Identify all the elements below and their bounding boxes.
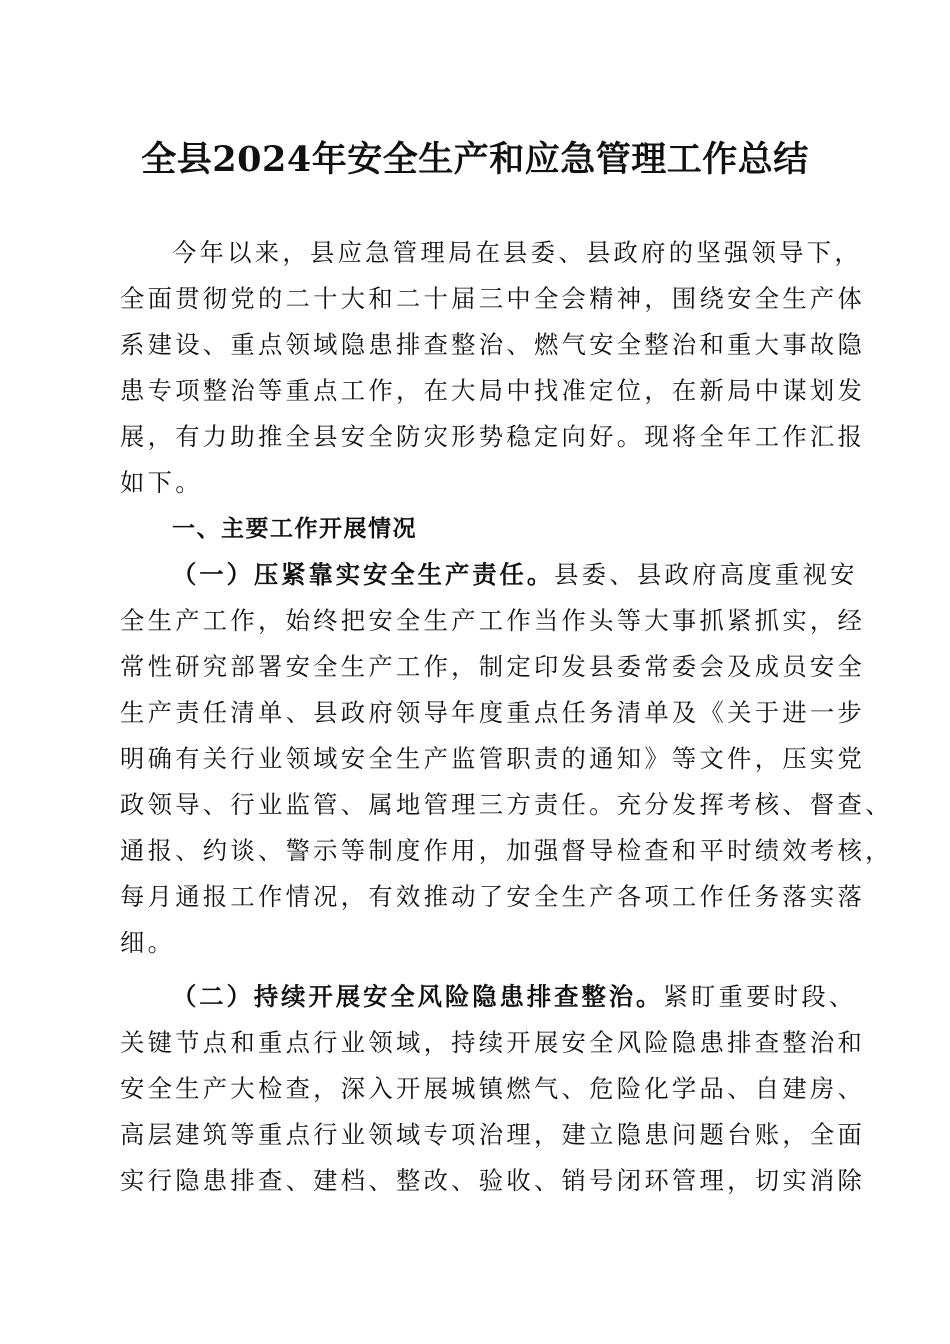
item-1-line: 常性研究部署安全生产工作，制定印发县委常委会及成员安全 (120, 652, 866, 681)
item-1-lead: （一）压紧靠实安全生产责任。 (172, 560, 555, 589)
item-2-paragraph (120, 974, 866, 1204)
item-2-line: 关键节点和重点行业领域，持续开展安全风险隐患排查整治和 (120, 1028, 866, 1057)
intro-paragraph (120, 230, 866, 506)
item-2-line: 安全生产大检查，深入开展城镇燃气、危险化学品、自建房、 (120, 1074, 866, 1103)
intro-line: 今年以来，县应急管理局在县委、县政府的坚强领导下， (172, 238, 862, 267)
item-2-line: 高层建筑等重点行业领域专项治理，建立隐患问题台账，全面 (120, 1120, 866, 1149)
item-1-line: 每月通报工作情况，有效推动了安全生产各项工作任务落实落 (120, 882, 866, 911)
intro-line: 展，有力助推全县安全防灾形势稳定向好。现将全年工作汇报 (120, 422, 866, 451)
item-1-first-rest: 县委、县政府高度重视安 (554, 560, 858, 589)
item-2-lead: （二）持续开展安全风险隐患排查整治。 (172, 982, 664, 1011)
intro-line: 系建设、重点领域隐患排查整治、燃气安全整治和重大事故隐 (120, 330, 866, 359)
item-1-line: 生产责任清单、县政府领导年度重点任务清单及《关于进一步 (120, 698, 866, 727)
item-1-line: 细。 (120, 928, 176, 957)
item-1-line: 明确有关行业领域安全生产监管职责的通知》等文件，压实党 (120, 744, 866, 773)
item-2-first-rest: 紧盯重要时段、 (663, 982, 857, 1011)
document-title: 全县2024年安全生产和应急管理工作总结 (141, 139, 809, 180)
document-body (120, 230, 893, 1204)
item-1-line: 政领导、行业监管、属地管理三方责任。充分发挥考核、督查、 (120, 790, 893, 819)
item-1-line: 全生产工作，始终把安全生产工作当作头等大事抓紧抓实，经 (120, 606, 866, 635)
paragraph-gap (120, 966, 832, 974)
item-1-first-line (120, 552, 858, 598)
item-2-first-line (120, 974, 857, 1020)
item-2-line: 实行隐患排查、建档、整改、验收、销号闭环管理，切实消除 (120, 1166, 866, 1195)
intro-line: 全面贯彻党的二十大和二十届三中全会精神，围绕安全生产体 (120, 284, 866, 313)
intro-line: 患专项整治等重点工作，在大局中找准定位，在新局中谋划发 (120, 376, 866, 405)
section-heading: 一、主要工作开展情况 (172, 516, 417, 542)
intro-line: 如下。 (120, 468, 203, 497)
item-1-line: 通报、约谈、警示等制度作用，加强督导检查和平时绩效考核， (120, 836, 893, 865)
item-1-paragraph (120, 552, 893, 966)
